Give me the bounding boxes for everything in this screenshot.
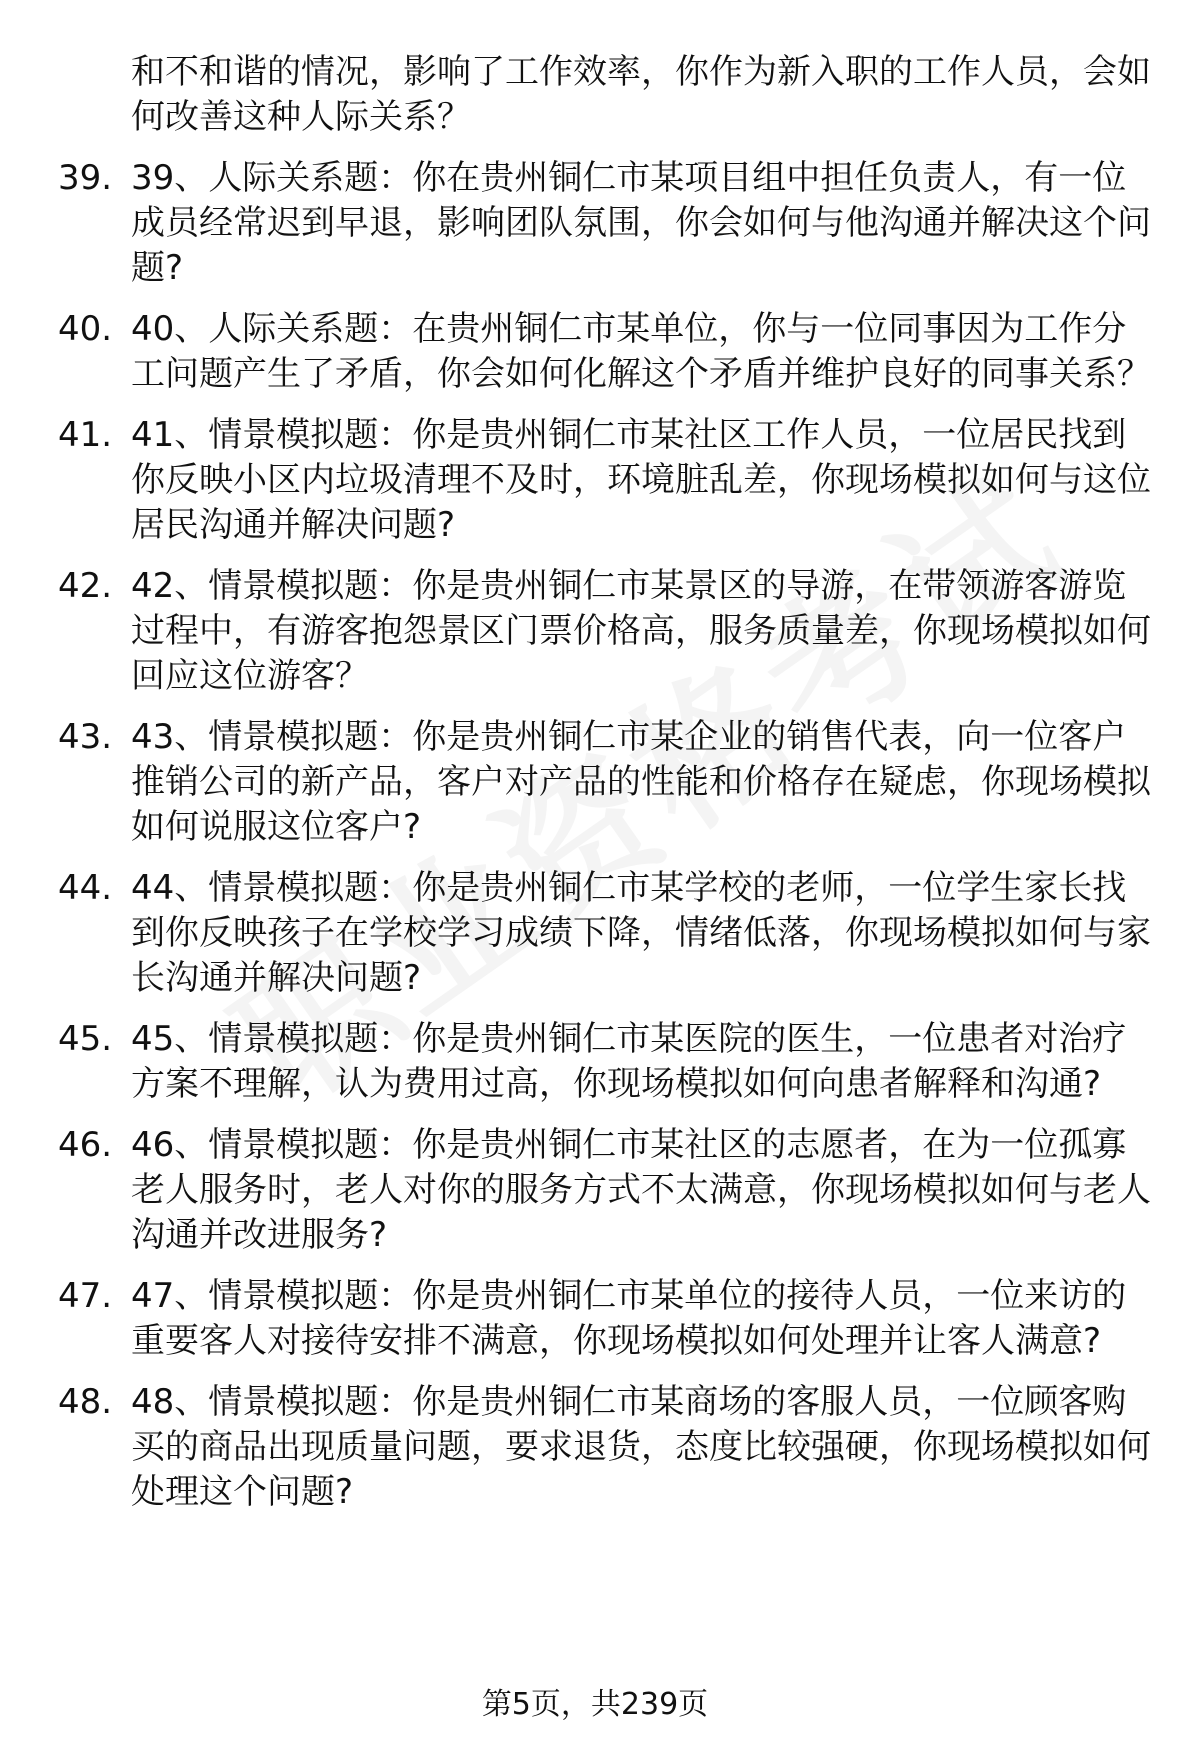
item-number: 45. — [58, 1019, 113, 1059]
list-item — [0, 1380, 1190, 1515]
list-item — [0, 564, 1190, 699]
item-text: 43、情景模拟题：你是贵州铜仁市某企业的销售代表，向一位客户推销公司的新产品，客户对产品的性能和价格存在疑虑，你现场模拟如何说服这位客户? — [131, 717, 1151, 847]
item-number: 39. — [58, 158, 113, 198]
item-text: 40、人际关系题：在贵州铜仁市某单位，你与一位同事因为工作分工问题产生了矛盾，你会如何化解这个矛盾并维护良好的同事关系？ — [131, 309, 1151, 394]
question-list — [0, 50, 1190, 1531]
list-item — [0, 1123, 1190, 1258]
list-item — [0, 715, 1190, 850]
item-number: 42. — [58, 566, 113, 606]
item-text: 42、情景模拟题：你是贵州铜仁市某景区的导游，在带领游客游览过程中，有游客抱怨景区门票价格高，服务质量差，你现场模拟如何回应这位游客？ — [131, 566, 1151, 696]
item-number: 48. — [58, 1382, 113, 1422]
item-text: 41、情景模拟题：你是贵州铜仁市某社区工作人员，一位居民找到你反映小区内垃圾清理不及时，环境脏乱差，你现场模拟如何与这位居民沟通并解决问题? — [131, 415, 1151, 545]
continued-question-text: 和不和谐的情况，影响了工作效率，你作为新入职的工作人员，会如何改善这种人际关系？ — [131, 52, 1151, 137]
item-number: 44. — [58, 868, 113, 908]
item-number: 46. — [58, 1125, 113, 1165]
item-number: 47. — [58, 1276, 113, 1316]
list-item — [0, 156, 1190, 291]
list-item — [0, 1017, 1190, 1107]
item-text: 39、人际关系题：你在贵州铜仁市某项目组中担任负责人，有一位成员经常迟到早退，影响团队氛围，你会如何与他沟通并解决这个问题? — [131, 158, 1151, 288]
item-number: 41. — [58, 415, 113, 455]
item-number: 43. — [58, 717, 113, 757]
list-item — [0, 866, 1190, 1001]
item-number: 40. — [58, 309, 113, 349]
item-text: 46、情景模拟题：你是贵州铜仁市某社区的志愿者，在为一位孤寡老人服务时，老人对你的服务方式不太满意，你现场模拟如何与老人沟通并改进服务? — [131, 1125, 1151, 1255]
list-item — [0, 1274, 1190, 1364]
list-item — [0, 307, 1190, 397]
item-text: 48、情景模拟题：你是贵州铜仁市某商场的客服人员，一位顾客购买的商品出现质量问题，要求退货，态度比较强硬，你现场模拟如何处理这个问题? — [131, 1382, 1151, 1512]
item-text: 47、情景模拟题：你是贵州铜仁市某单位的接待人员，一位来访的重要客人对接待安排不满意，你现场模拟如何处理并让客人满意? — [131, 1276, 1127, 1361]
item-text: 45、情景模拟题：你是贵州铜仁市某医院的医生，一位患者对治疗方案不理解，认为费用过高，你现场模拟如何向患者解释和沟通? — [131, 1019, 1127, 1104]
page-number: 第5页，共239页 — [481, 1687, 709, 1722]
list-item — [0, 413, 1190, 548]
item-text: 44、情景模拟题：你是贵州铜仁市某学校的老师，一位学生家长找到你反映孩子在学校学习成绩下降，情绪低落，你现场模拟如何与家长沟通并解决问题? — [131, 868, 1151, 998]
